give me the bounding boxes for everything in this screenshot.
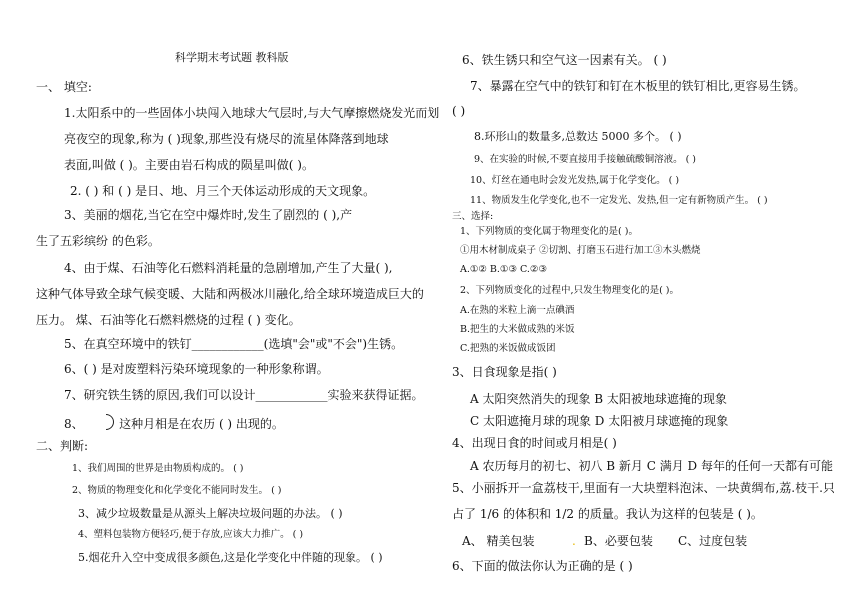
judge-7-line1: 7、暴露在空气中的铁钉和钉在木板里的铁钉相比,更容易生锈。 <box>470 79 806 93</box>
judge-4: 4、塑料包装物方便轻巧,便于存放,应该大力推广。 ( ) <box>78 529 304 540</box>
q7: 7、研究铁生锈的原因,我们可以设计____________实验来获得证据。 <box>64 388 424 402</box>
choice-2: 2、下列物质变化的过程中,只发生物理变化的是( )。 <box>460 285 679 296</box>
q2: 2. ( ) 和 ( ) 是日、地、月三个天体运动形成的天文现象。 <box>70 184 376 198</box>
judge-6: 6、铁生锈只和空气这一因素有关。 ( ) <box>462 53 667 67</box>
q3-line1: 3、美丽的烟花,当它在空中爆炸时,发生了剧烈的 ( ),产 <box>64 208 353 222</box>
q4-line1: 4、由于煤、石油等化石燃料消耗量的急剧增加,产生了大量( ), <box>64 261 393 275</box>
choice-5-line2: 占了 1/6 的体积和 1/2 的质量。我认为这样的包装是 ( )。 <box>452 507 763 521</box>
q4-line2: 这种气体导致全球气候变暖、大陆和两极冰川融化,给全球环境造成巨大的 <box>36 287 424 301</box>
q6: 6、( ) 是对废塑料污染环境现象的一种形象称谓。 <box>64 362 329 376</box>
choice-3-ab: A 太阳突然消失的现象 B 太阳被地球遮掩的现象 <box>470 392 727 406</box>
judge-8: 8.环形山的数量多,总数达 5000 多个。 ( ) <box>474 130 682 143</box>
choice-3: 3、日食现象是指( ) <box>452 365 557 379</box>
q3-line2: 生了五彩缤纷 的色彩。 <box>36 234 160 248</box>
choice-4: 4、出现日食的时间或月相是( ) <box>452 436 617 450</box>
judge-3: 3、减少垃圾数量是从源头上解决垃圾问题的办法。 ( ) <box>78 507 343 520</box>
choice-2-a: A.在熟的米粒上滴一点碘酒 <box>460 305 575 316</box>
choice-1: 1、下列物质的变化属于物理变化的是( )。 <box>460 226 638 237</box>
choice-2-c: C.把熟的米饭做成饭团 <box>460 343 556 354</box>
q1-line2: 亮夜空的现象,称为 ( )现象,那些没有烧尽的流星体降落到地球 <box>64 132 389 146</box>
page-title: 科学期末考试题 教科版 <box>175 51 289 64</box>
q5: 5、在真空环境中的铁钉____________(选填"会"或"不会")生锈。 <box>64 337 404 351</box>
q8 <box>64 414 284 430</box>
choice-5-b: B、必要包装 <box>584 534 653 548</box>
choice-1-options: ①用木材制成桌子 ②切割、打磨玉石进行加工③木头燃烧 <box>460 245 701 256</box>
section-fill-heading: 一、 填空: <box>36 80 92 94</box>
choice-4-options: A 农历每月的初七、初八 B 新月 C 满月 D 每年的任何一天都有可能 <box>470 459 833 473</box>
choice-2-b: B.把生的大米做成熟的米饭 <box>460 324 575 335</box>
choice-6: 6、下面的做法你认为正确的是 ( ) <box>452 559 633 573</box>
choice-1-answers: A.①② B.①③ C.②③ <box>460 264 547 275</box>
judge-10: 10、灯丝在通电时会发光发热,属于化学变化。 ( ) <box>470 175 680 186</box>
choice-5-dot: . <box>572 534 576 548</box>
choice-3-cd: C 太阳遮掩月球的现象 D 太阳被月球遮掩的现象 <box>470 414 729 428</box>
judge-9: 9、在实验的时候,不要直接用手接触硫酸铜溶液。 ( ) <box>474 154 697 165</box>
judge-11: 11、物质发生化学变化,也不一定发光、发热,但一定有新物质产生。 ( ) <box>470 195 768 206</box>
choice-5-line1: 5、小丽拆开一盒荔枝干,里面有一大块塑料泡沫、一块黄绸布,荔.枝干.只 <box>452 481 835 495</box>
section-judge-heading: 二、判断: <box>36 439 89 453</box>
judge-1: 1、我们周围的世界是由物质构成的。 ( ) <box>72 463 244 474</box>
judge-2: 2、物质的物理变化和化学变化不能同时发生。 ( ) <box>72 485 282 496</box>
q8-text: 这种月相是在农历 ( ) 出现的。 <box>119 417 284 431</box>
choice-5-c: C、过度包装 <box>678 534 748 548</box>
choice-5-a: A、 精美包装 <box>462 534 535 548</box>
q8-number: 8、 <box>64 417 84 431</box>
section-choice-heading: 三、选择: <box>452 211 494 222</box>
q1-line3: 表面,叫做 ( )。主要由岩石构成的陨星叫做( )。 <box>64 158 314 172</box>
crescent-moon-icon <box>106 414 114 430</box>
q1-line1: 1.太阳系中的一些固体小块闯入地球大气层时,与大气摩擦燃烧发光而划 <box>64 106 440 120</box>
judge-5: 5.烟花升入空中变成很多颜色,这是化学变化中伴随的现象。 ( ) <box>78 551 383 564</box>
judge-7-line2: ( ) <box>452 104 466 118</box>
q4-line3: 压力。 煤、石油等化石燃料燃烧的过程 ( ) 变化。 <box>36 313 301 327</box>
